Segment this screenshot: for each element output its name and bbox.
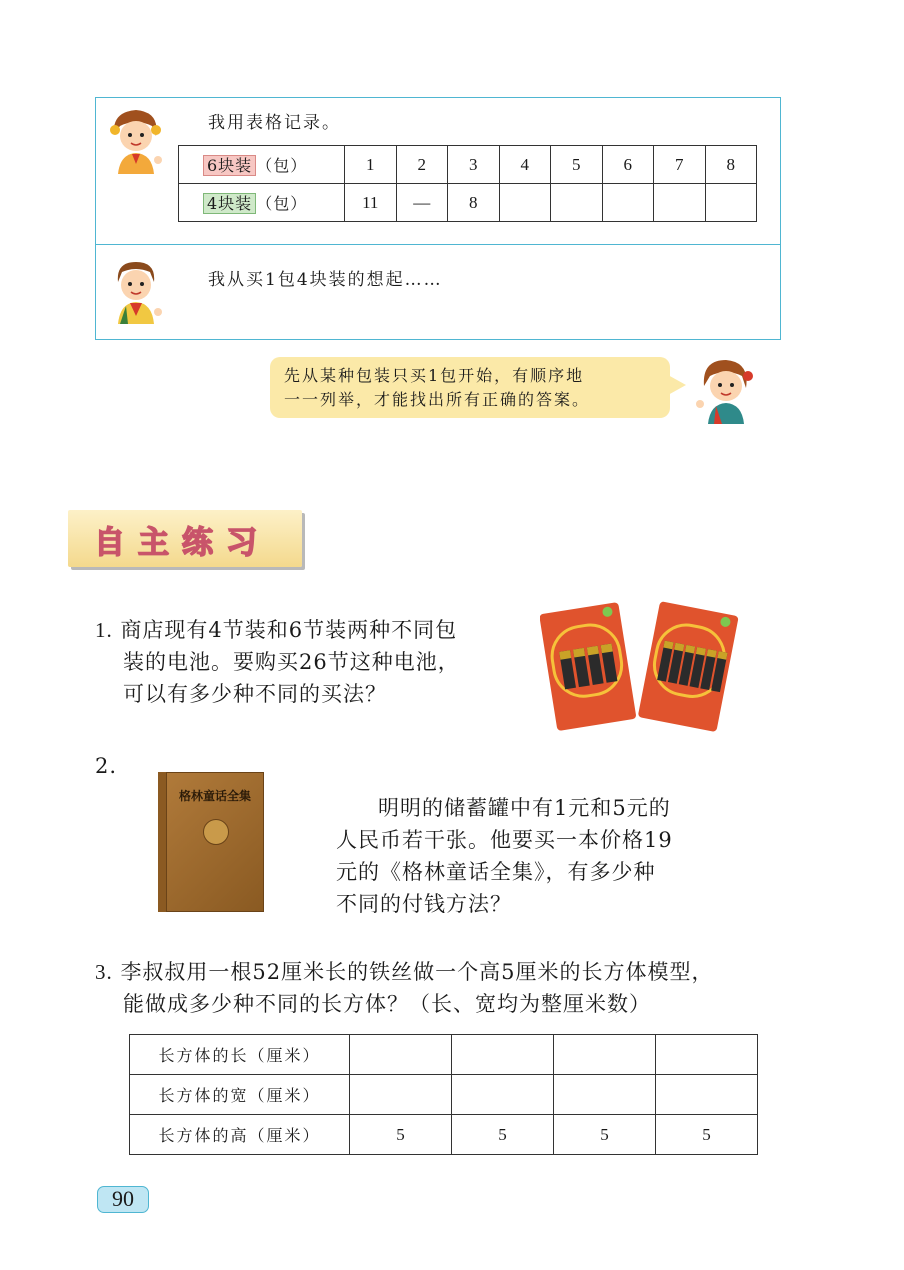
table-cell <box>499 184 551 222</box>
table-row <box>179 146 757 184</box>
row-header: 长方体的宽（厘米） <box>130 1075 350 1115</box>
book-title: 格林童话全集 <box>178 789 251 803</box>
question-line: 商店现有4节装和6节装两种不同包 <box>120 618 458 642</box>
book-cover <box>166 772 264 912</box>
question-line: 可以有多少种不同的买法？ <box>123 682 387 706</box>
table-cell: 5 <box>452 1115 554 1155</box>
table-cell <box>554 1075 656 1115</box>
table-cell <box>705 184 757 222</box>
tag-6-pack: 6块装 <box>203 155 256 176</box>
question-1 <box>95 614 460 710</box>
tag-4-pack: 4块装 <box>203 193 256 214</box>
question-number: 1. <box>95 618 113 642</box>
row-header <box>179 146 345 184</box>
table-cell: 8 <box>448 184 500 222</box>
boy-speech: 我从买1包4块装的想起…… <box>208 270 443 290</box>
book-image <box>158 772 264 912</box>
table-cell: 2 <box>396 146 448 184</box>
book-emblem <box>203 819 229 845</box>
unit-label: （包） <box>256 194 308 213</box>
record-box <box>95 97 781 340</box>
table-cell: 3 <box>448 146 500 184</box>
tip-text <box>284 364 590 412</box>
table-cell <box>602 184 654 222</box>
row-header: 长方体的高（厘米） <box>130 1115 350 1155</box>
table-cell <box>656 1075 758 1115</box>
record-table <box>178 145 757 222</box>
tip-line: 一一列举，才能找出所有正确的答案。 <box>284 390 591 409</box>
question-2-number: 2. <box>95 754 118 778</box>
section-banner <box>68 510 302 567</box>
table-cell: 5 <box>350 1115 452 1155</box>
table-row <box>130 1035 758 1075</box>
table-cell: — <box>396 184 448 222</box>
row-header <box>179 184 345 222</box>
table-cell: 8 <box>705 146 757 184</box>
table-row <box>179 184 757 222</box>
question-line: 明明的储蓄罐中有1元和5元的 <box>378 796 671 820</box>
section-title: 自主练习 <box>94 525 270 561</box>
question-line: 人民币若干张。他要买一本价格19 <box>336 828 673 852</box>
table-cell <box>452 1035 554 1075</box>
tip-bubble <box>270 357 670 418</box>
table-row <box>130 1115 758 1155</box>
table-cell: 7 <box>654 146 706 184</box>
girl-avatar <box>106 104 166 174</box>
table-cell: 5 <box>554 1115 656 1155</box>
battery-packs-image <box>540 598 740 733</box>
table-cell: 5 <box>656 1115 758 1155</box>
table-cell <box>551 184 603 222</box>
question-line: 元的《格林童话全集》，有多少种 <box>336 860 656 884</box>
question-line: 能做成多少种不同的长方体？（长、宽均为整厘米数） <box>123 992 651 1016</box>
unit-label: （包） <box>256 156 308 175</box>
row-header: 长方体的长（厘米） <box>130 1035 350 1075</box>
table-cell <box>452 1075 554 1115</box>
table-cell <box>350 1035 452 1075</box>
table-cell <box>554 1035 656 1075</box>
question-3 <box>95 956 714 1020</box>
table-cell: 6 <box>602 146 654 184</box>
question-number: 3. <box>95 960 113 984</box>
girl-avatar-pointing <box>694 354 756 424</box>
cuboid-table <box>129 1034 758 1155</box>
girl-speech: 我用表格记录。 <box>208 113 341 133</box>
boy-avatar <box>106 254 166 324</box>
table-cell: 11 <box>345 184 397 222</box>
table-cell: 1 <box>345 146 397 184</box>
table-cell: 5 <box>551 146 603 184</box>
question-line: 装的电池。要购买26节这种电池， <box>123 650 460 674</box>
table-cell <box>654 184 706 222</box>
question-2 <box>336 792 673 920</box>
question-line: 不同的付钱方法？ <box>336 892 512 916</box>
tip-line: 先从某种包装只买1包开始，有顺序地 <box>284 366 585 385</box>
table-cell <box>656 1035 758 1075</box>
table-cell: 4 <box>499 146 551 184</box>
question-line: 李叔叔用一根52厘米长的铁丝做一个高5厘米的长方体模型， <box>120 960 714 984</box>
table-cell <box>350 1075 452 1115</box>
page-number: 90 <box>97 1186 149 1213</box>
table-row <box>130 1075 758 1115</box>
frame-divider <box>96 244 780 245</box>
